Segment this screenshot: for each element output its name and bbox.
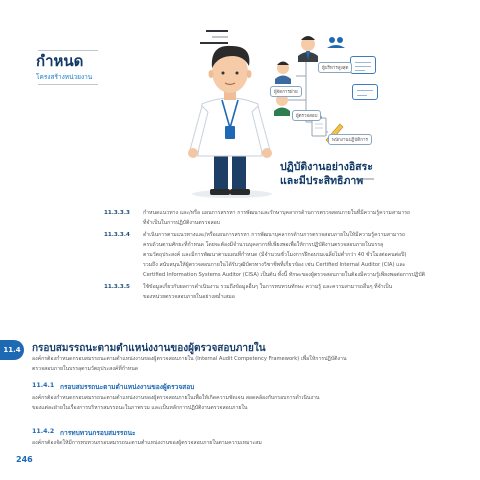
item-line: รวมถึง สนับสนุนให้ผู้ตรวจสอบภายในได้รับวุฒิบัตรทางวิชาชีพที่เกี่ยวข้อง เช่น Certified Internal Auditor (CIA) และ (143, 262, 406, 268)
hero-right-title-line1: ปฏิบัติงานอย่างอิสระ (280, 161, 373, 173)
role-tag-staff: พนักงานปฏิบัติการ (328, 134, 372, 145)
item-line: ใช้ข้อมูลเกี่ยวกับผลการดำเนินงาน รวมถึงข้อมูลอื่นๆ ในการทบทวนทักษะ ความรู้ และความสามารถอื่นๆ ที่จำเป็น (143, 284, 393, 290)
role-tag-manager: ผู้จัดการฝ่าย (270, 86, 302, 97)
role-tag-chief: ผู้บริหารสูงสุด (318, 62, 352, 73)
subsection-line: ของแต่ละฝ่ายในเรื่องการบริหารสมรรถนะในภาพรวม และเป็นหลักการปฏิบัติงานตรวจสอบภายใน (32, 405, 248, 411)
item-line: ตามวัตถุประสงค์ และมีการพัฒนาตามแผนที่กำหนด (มีจำนวนชั่วโมงการฝึกอบรมเฉลี่ยไม่ต่ำกว่า 40 ชั่วโมงต่อคนต่อปี) (143, 252, 407, 258)
section-title: กรอบสมรรถนะตามตำแหน่งงานของผู้ตรวจสอบภายใน (32, 343, 266, 354)
role-tag-auditor: ผู้ตรวจสอบ (292, 110, 321, 121)
item-line: Certified Information Systems Auditor (CISA) เป็นต้น ทั้งนี้ ทักษะของผู้ตรวจสอบภายในต้องมีความรู้เพียงพอต่อการปฏิบัติ (143, 272, 425, 278)
item-line: ดำเนินการตามแนวทางและ/หรือแผนการสรรหา การพัฒนาบุคลากรด้านการตรวจสอบภายในให้มีความรู้ความสามารถ (143, 232, 406, 238)
chat-bubble-icon (352, 84, 378, 100)
subsection-title: การทบทวนกรอบสมรรถนะ (60, 429, 136, 437)
section-line: องค์กรต้องกำหนดกรอบสมรรถนะตามตำแหน่งงานของผู้ตรวจสอบภายใน (Internal Audit Competency Framework) เพื่อให้การปฏิบัติงาน (32, 356, 347, 362)
hero-right-title (280, 160, 430, 188)
subsection-number: 11.4.1 (32, 382, 55, 389)
section-line: ตรวจสอบภายในบรรลุตามวัตถุประสงค์ที่กำหนด (32, 366, 139, 372)
item-line: กำหนดแนวทาง และ/หรือ แผนการสรรหา การพัฒนาและรักษาบุคลากรด้านการตรวจสอบภายในที่มีความรู้ความสามารถ (143, 210, 411, 216)
hero-subtitle: โครงสร้างหน่วยงาน (36, 73, 93, 81)
subsection-line: องค์กรต้องจัดให้มีการทบทวนกรอบสมรรถนะตามตำแหน่งงานของผู้ตรวจสอบภายในตามความเหมาะสม (32, 440, 262, 446)
page-number: 246 (16, 455, 33, 464)
chat-bubble-icon (350, 56, 376, 74)
subsection-title: กรอบสมรรถนะตามตำแหน่งงานของผู้ตรวจสอบ (60, 383, 195, 391)
item-line: ครบถ้วนตามศักยะที่กำหนด โดยจะต้องมีจำนวนบุคลากรที่เพียงพอเพื่อให้การปฏิบัติงานตรวจสอบภายในบรรลุ (143, 242, 384, 248)
subsection-number: 11.4.2 (32, 428, 55, 435)
item-number: 11.3.3.3 (104, 210, 130, 216)
section-number-badge: 11.4 (0, 340, 24, 360)
item-number: 11.3.3.5 (104, 284, 130, 290)
item-line: ของหน่วยตรวจสอบภายในอย่างสม่ำเสมอ (143, 294, 235, 300)
subsection-line: องค์กรต้องกำหนดกรอบสมรรถนะตามตำแหน่งงานของผู้ตรวจสอบภายในเพื่อให้เกิดความชัดเจน สอดคล้องกับกรอบการดำเนินงาน (32, 395, 320, 401)
item-number: 11.3.3.4 (104, 232, 130, 238)
item-line: ที่จำเป็นในการปฏิบัติงานตรวจสอบ (143, 220, 221, 226)
hero-illustration (0, 0, 480, 200)
hero-right-title-line2: และมีประสิทธิภาพ (280, 175, 364, 187)
hero-title: กำหนด (36, 52, 84, 70)
